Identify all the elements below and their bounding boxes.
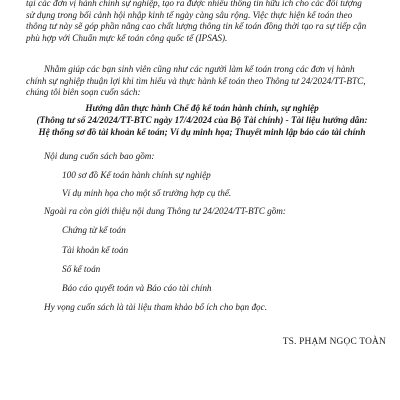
book-title-line: Hệ thống sơ đồ tài khoản kế toán; Ví dụ minh họa; Thuyết minh lập báo cáo tài chính [38,126,366,137]
paragraph-ipsas [26,0,378,44]
paragraph-line: chúng tôi biên soạn cuốn sách: [26,87,141,98]
paragraph-line: Nhằm giúp các bạn sinh viên cũng như các người làm kế toán trong các đơn vị hành [44,64,355,74]
also-item: Báo cáo quyết toán và Báo cáo tài chính [62,283,212,293]
book-title [26,103,378,138]
contents-item: 100 sơ đồ Kế toán hành chính sự nghiệp [62,170,211,180]
paragraph-line: chính sự nghiệp thuận lợi khi tìm hiểu và thực hành kế toán theo Thông tư 24/2024/TT-BTC, [26,75,366,86]
book-title-line: Hướng dẫn thực hành Chế độ kế toán hành chính, sự nghiệp [85,103,319,113]
author-signature: TS. PHẠM NGỌC TOÀN [282,337,386,347]
paragraph-line: thông tư này sẽ góp phần nâng cao chất lượng thông tin kế toán đồng thời tạo ra sự tiếp cận [26,21,367,32]
book-title-line: (Thông tư số 24/2024/TT-BTC ngày 17/4/2024 của Bộ Tài chính) - Tài liệu hướng dẫn: [36,114,368,125]
also-intro: Ngoài ra còn giới thiệu nội dung Thông tư 24/2024/TT-BTC gồm: [44,206,286,216]
also-item: Tài khoản kế toán [62,245,129,255]
closing-sentence: Hy vọng cuốn sách là tài liệu tham khảo bổ ích cho bạn đọc. [44,302,268,312]
also-item: Chứng từ kế toán [62,225,126,235]
also-item: Sổ kế toán [62,264,101,274]
paragraph-line: sử dụng trong bối cảnh hội nhập kinh tế ngày càng sâu rộng. Việc thực hiện kế toán theo [26,9,353,20]
paragraph-purpose [26,64,378,99]
contents-item: Ví dụ minh họa cho một số trường hợp cụ thể. [62,188,232,198]
paragraph-line: phù hợp với Chuẩn mực kế toán công quốc tế (IPSAS). [26,32,228,43]
contents-intro: Nội dung cuốn sách bao gồm: [44,151,155,161]
paragraph-line: tại các đơn vị hành chính sự nghiệp, tạo ra được nhiều thông tin hữu ích cho các đối tượng [26,0,362,8]
